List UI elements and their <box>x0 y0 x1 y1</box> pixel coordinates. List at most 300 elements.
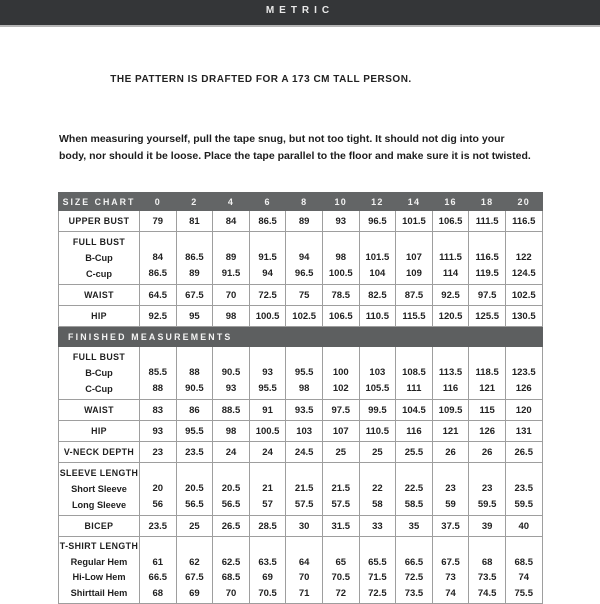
subrow-label: Shirttail Hem <box>70 587 128 598</box>
measurement-value: 124.5 <box>511 268 536 279</box>
table-row <box>59 516 543 537</box>
size-column-header: 8 <box>286 193 323 211</box>
spacer-line <box>286 539 322 555</box>
measurement-value: 72.5 <box>249 285 286 306</box>
measurement-value: 130.5 <box>505 306 542 327</box>
measurement-value: 103 <box>369 367 386 378</box>
measurement-value: 23 <box>481 483 493 494</box>
table-row <box>59 285 543 306</box>
measurement-value: 20.5 <box>185 483 204 494</box>
measurement-value: 26.5 <box>505 442 542 463</box>
finished-measurements-label: FINISHED MEASUREMENTS <box>59 327 543 347</box>
measurement-value: 131 <box>505 421 542 442</box>
group-value-cell <box>505 463 542 516</box>
measurement-value: 95 <box>176 306 213 327</box>
group-value-cell <box>249 347 286 400</box>
measurement-value: 96.5 <box>294 268 314 279</box>
measurement-value: 92.5 <box>140 306 177 327</box>
table-row <box>59 400 543 421</box>
row-label: UPPER BUST <box>59 211 140 232</box>
spacer-line <box>506 349 542 365</box>
spacer-line <box>323 349 359 365</box>
group-value-cell <box>359 347 396 400</box>
spacer-line <box>396 234 432 250</box>
measurement-value: 92.5 <box>432 285 469 306</box>
measurement-value: 23.5 <box>176 442 213 463</box>
measurement-value: 91.5 <box>258 252 277 263</box>
measuring-instructions: When measuring yourself, pull the tape snug, but not too tight. It should not dig into your body, nor should it be loose. Place the tape parallel to the floor and make sure it is not twisted. <box>59 133 531 162</box>
finished-measurements-section-row <box>59 327 543 347</box>
measurement-value: 65 <box>335 556 347 568</box>
group-value-cell <box>322 463 359 516</box>
group-title: FULL BUST <box>72 352 126 362</box>
group-value-cell <box>176 347 213 400</box>
group-label-cell <box>59 463 140 516</box>
measurement-value: 58 <box>372 499 383 510</box>
measurement-value: 26.5 <box>213 516 250 537</box>
size-column-header: 6 <box>249 193 286 211</box>
measurement-value: 59.5 <box>514 499 533 510</box>
group-value-cell <box>359 232 396 285</box>
spacer-line <box>177 539 213 555</box>
measurement-value: 88 <box>152 383 164 394</box>
measurement-value: 98 <box>213 306 250 327</box>
spacer-line <box>433 539 469 555</box>
subrow-label: B-Cup <box>85 368 113 378</box>
group-value-cell <box>505 232 542 285</box>
subrow-label: C-Cup <box>85 384 113 394</box>
group-value-cell <box>176 232 213 285</box>
measurement-value: 71 <box>298 587 310 599</box>
measurement-value: 62.5 <box>221 556 241 568</box>
measurement-value: 64.5 <box>140 285 177 306</box>
measurement-value: 107 <box>406 252 422 263</box>
size-column-header: 20 <box>505 193 542 211</box>
measurement-value: 88.5 <box>213 400 250 421</box>
measurement-value: 88 <box>189 367 200 378</box>
subrow-label: Long Sleeve <box>71 500 127 510</box>
measurement-value: 74.5 <box>477 587 497 599</box>
group-value-cell <box>432 232 469 285</box>
measurement-value: 102 <box>332 383 349 394</box>
group-value-cell <box>286 537 323 604</box>
subrow-label: Short Sleeve <box>71 484 127 494</box>
group-value-cell <box>396 463 433 516</box>
measurement-value: 91 <box>249 400 286 421</box>
table-row <box>59 421 543 442</box>
measurement-value: 65.5 <box>368 556 387 568</box>
group-value-cell <box>469 463 506 516</box>
measurement-value: 104 <box>369 268 386 279</box>
measurement-value: 72.5 <box>404 572 424 583</box>
spacer-line <box>213 465 249 481</box>
measurement-value: 100.5 <box>249 306 286 327</box>
measurement-value: 74 <box>518 572 530 583</box>
measurement-value: 95.5 <box>294 367 314 378</box>
group-value-cell <box>322 537 359 604</box>
measurement-value: 39 <box>469 516 506 537</box>
measurement-value: 110.5 <box>359 421 396 442</box>
group-value-cell <box>469 347 506 400</box>
measurement-value: 126 <box>515 383 532 394</box>
group-value-cell <box>322 347 359 400</box>
measurement-value: 125.5 <box>469 306 506 327</box>
spacer-line <box>360 539 396 555</box>
measurement-value: 67.5 <box>185 572 204 583</box>
size-column-header: 14 <box>396 193 433 211</box>
spacer-line <box>506 234 542 250</box>
measurement-value: 121 <box>479 383 496 394</box>
measurement-value: 56 <box>152 499 164 510</box>
measurement-value: 73.5 <box>404 587 424 599</box>
measurement-value: 70.5 <box>331 572 351 583</box>
measurement-value: 91.5 <box>221 268 241 279</box>
spacer-line <box>140 465 176 481</box>
group-title: FULL BUST <box>72 237 126 247</box>
subrow-label: Regular Hem <box>70 556 128 567</box>
measurement-value: 107 <box>322 421 359 442</box>
measurement-value: 23 <box>445 483 456 494</box>
measurement-value: 66.5 <box>148 572 168 583</box>
spacer-line <box>286 349 322 365</box>
measurement-value: 20 <box>152 483 164 494</box>
measurement-value: 25.5 <box>396 442 433 463</box>
table-row <box>59 306 543 327</box>
group-value-cell <box>176 463 213 516</box>
measurement-value: 126 <box>469 421 506 442</box>
measurement-value: 85.5 <box>148 367 168 378</box>
measurement-value: 57 <box>262 499 273 510</box>
group-value-cell <box>432 347 469 400</box>
measurement-value: 37.5 <box>432 516 469 537</box>
measurement-value: 119.5 <box>475 268 499 279</box>
measurement-value: 69 <box>262 572 273 583</box>
size-column-header: 2 <box>176 193 213 211</box>
measurement-value: 21.5 <box>331 483 351 494</box>
measurement-value: 97.5 <box>322 400 359 421</box>
measurement-value: 86.5 <box>185 252 204 263</box>
measurement-value: 116.5 <box>475 252 499 263</box>
measurement-value: 94 <box>298 252 310 263</box>
measurement-value: 74 <box>445 587 456 599</box>
measurement-value: 25 <box>359 442 396 463</box>
spacer-line <box>506 539 542 555</box>
measurement-value: 93 <box>262 367 273 378</box>
measurement-value: 21 <box>262 483 273 494</box>
group-label-cell <box>59 537 140 604</box>
measurement-value: 111.5 <box>439 252 462 263</box>
measurement-value: 98 <box>335 252 347 263</box>
measurement-value: 101.5 <box>365 252 390 263</box>
group-value-cell <box>286 232 323 285</box>
group-value-cell <box>213 232 250 285</box>
measurement-value: 71.5 <box>368 572 387 583</box>
measurement-value: 25 <box>322 442 359 463</box>
measurement-value: 33 <box>359 516 396 537</box>
measurement-value: 115.5 <box>396 306 433 327</box>
measurement-value: 24 <box>249 442 286 463</box>
measurement-value: 75.5 <box>514 587 533 599</box>
group-value-cell <box>469 537 506 604</box>
measurement-value: 98 <box>213 421 250 442</box>
spacer-line <box>250 539 286 555</box>
spacer-line <box>360 465 396 481</box>
drafted-note-wrap <box>0 69 600 87</box>
measurement-value: 122 <box>515 252 532 263</box>
measurement-value: 70 <box>213 285 250 306</box>
spacer-line <box>213 539 249 555</box>
size-chart-label: SIZE CHART <box>59 193 140 211</box>
measurement-value: 101.5 <box>396 211 433 232</box>
group-value-cell <box>505 347 542 400</box>
table-group-row <box>59 463 543 516</box>
measurement-value: 63.5 <box>258 556 277 568</box>
spacer-line <box>433 349 469 365</box>
measurement-value: 109 <box>406 268 422 279</box>
group-title: SLEEVE LENGTH <box>59 468 139 478</box>
measurement-value: 89 <box>286 211 323 232</box>
measurement-value: 116.5 <box>505 211 542 232</box>
drafted-note: THE PATTERN IS DRAFTED FOR A 173 CM TALL PERSON. <box>110 74 412 85</box>
group-value-cell <box>140 232 177 285</box>
table-row <box>59 211 543 232</box>
measurement-value: 82.5 <box>359 285 396 306</box>
group-value-cell <box>396 232 433 285</box>
measurement-value: 100.5 <box>249 421 286 442</box>
measurement-value: 86.5 <box>148 268 168 279</box>
measurement-value: 23.5 <box>140 516 177 537</box>
measurement-value: 70 <box>298 572 310 583</box>
row-label: WAIST <box>59 285 140 306</box>
measurement-value: 120 <box>505 400 542 421</box>
measurement-value: 64 <box>298 556 310 568</box>
measurement-value: 56.5 <box>185 499 204 510</box>
measurement-value: 94 <box>262 268 273 279</box>
size-column-header: 18 <box>469 193 506 211</box>
group-value-cell <box>432 463 469 516</box>
measurement-value: 40 <box>505 516 542 537</box>
measurement-value: 93 <box>322 211 359 232</box>
subrow-label: C-cup <box>85 269 113 279</box>
measurement-value: 121 <box>432 421 469 442</box>
measurement-value: 23.5 <box>514 483 533 494</box>
size-column-header: 0 <box>140 193 177 211</box>
measurement-value: 104.5 <box>396 400 433 421</box>
measurement-value: 26 <box>469 442 506 463</box>
subrow-label: Hi-Low Hem <box>72 572 126 582</box>
group-value-cell <box>140 347 177 400</box>
group-value-cell <box>249 463 286 516</box>
measurement-value: 22 <box>372 483 383 494</box>
measurement-value: 72 <box>335 587 347 599</box>
group-value-cell <box>140 463 177 516</box>
measurement-value: 102.5 <box>286 306 323 327</box>
measurement-value: 96.5 <box>359 211 396 232</box>
spacer-line <box>506 465 542 481</box>
group-value-cell <box>359 463 396 516</box>
measurement-value: 87.5 <box>396 285 433 306</box>
metric-title: METRIC <box>265 5 335 16</box>
spacer-line <box>396 465 432 481</box>
measurement-value: 68 <box>152 587 164 599</box>
measurement-value: 68.5 <box>514 556 533 568</box>
spacer-line <box>433 465 469 481</box>
group-label-cell <box>59 232 140 285</box>
measurement-value: 100 <box>332 367 349 378</box>
measurement-value: 102.5 <box>505 285 542 306</box>
measurement-value: 68 <box>481 556 493 568</box>
measurement-value: 73 <box>445 572 456 583</box>
spacer-line <box>213 234 249 250</box>
measurement-value: 81 <box>176 211 213 232</box>
measurement-value: 86 <box>176 400 213 421</box>
size-column-header: 10 <box>322 193 359 211</box>
measurement-value: 67.5 <box>176 285 213 306</box>
measurement-value: 59 <box>445 499 456 510</box>
spacer-line <box>250 234 286 250</box>
measurement-value: 90.5 <box>185 383 204 394</box>
spacer-line <box>469 539 505 555</box>
table-group-row <box>59 537 543 604</box>
spacer-line <box>140 234 176 250</box>
spacer-line <box>469 234 505 250</box>
group-value-cell <box>213 463 250 516</box>
measurement-value: 72.5 <box>368 587 387 599</box>
spacer-line <box>360 349 396 365</box>
row-label: HIP <box>59 421 140 442</box>
measurement-value: 84 <box>152 252 164 263</box>
group-value-cell <box>213 537 250 604</box>
measurement-value: 114 <box>442 268 459 279</box>
measurement-value: 95.5 <box>258 383 277 394</box>
measurement-value: 97.5 <box>469 285 506 306</box>
measurement-value: 56.5 <box>221 499 241 510</box>
measurement-value: 100.5 <box>328 268 353 279</box>
group-value-cell <box>140 537 177 604</box>
measurement-value: 70.5 <box>258 587 277 599</box>
measurement-value: 22.5 <box>404 483 424 494</box>
row-label: BICEP <box>59 516 140 537</box>
metric-header-bar <box>0 0 600 27</box>
measurement-value: 59.5 <box>477 499 497 510</box>
group-value-cell <box>286 347 323 400</box>
measurement-value: 116 <box>396 421 433 442</box>
spacer-line <box>396 539 432 555</box>
row-label: WAIST <box>59 400 140 421</box>
group-value-cell <box>359 537 396 604</box>
measurement-value: 57.5 <box>294 499 314 510</box>
spacer-line <box>177 234 213 250</box>
size-column-header: 16 <box>432 193 469 211</box>
group-value-cell <box>176 537 213 604</box>
measurement-value: 24 <box>213 442 250 463</box>
measurement-value: 84 <box>213 211 250 232</box>
measurement-value: 67.5 <box>441 556 460 568</box>
spacer-line <box>140 539 176 555</box>
measurement-value: 99.5 <box>359 400 396 421</box>
subrow-label: B-Cup <box>85 253 113 263</box>
measurement-value: 70 <box>225 587 237 599</box>
measurement-value: 66.5 <box>404 556 424 568</box>
spacer-line <box>323 539 359 555</box>
measurement-value: 31.5 <box>322 516 359 537</box>
measurement-value: 110.5 <box>359 306 396 327</box>
spacer-line <box>213 349 249 365</box>
spacer-line <box>177 465 213 481</box>
measurement-value: 21.5 <box>294 483 314 494</box>
measurement-value: 75 <box>286 285 323 306</box>
measurement-value: 89 <box>225 252 237 263</box>
measurement-value: 116 <box>442 383 459 394</box>
measurement-value: 58.5 <box>404 499 424 510</box>
size-chart-header-row <box>59 193 543 211</box>
measurement-value: 26 <box>432 442 469 463</box>
size-column-header: 12 <box>359 193 396 211</box>
group-value-cell <box>213 347 250 400</box>
group-value-cell <box>286 463 323 516</box>
group-value-cell <box>469 232 506 285</box>
measurement-value: 113.5 <box>438 367 463 378</box>
measurement-value: 106.5 <box>432 211 469 232</box>
measurement-value: 62 <box>189 556 200 568</box>
measurement-value: 95.5 <box>176 421 213 442</box>
group-value-cell <box>396 537 433 604</box>
measurement-value: 78.5 <box>322 285 359 306</box>
measurement-value: 93 <box>225 383 237 394</box>
spacer-line <box>469 465 505 481</box>
measurement-value: 69 <box>189 587 200 599</box>
measurement-value: 73.5 <box>477 572 497 583</box>
measurement-value: 61 <box>152 556 164 568</box>
spacer-line <box>286 465 322 481</box>
spacer-line <box>433 234 469 250</box>
measurement-value: 103 <box>286 421 323 442</box>
measurement-value: 68.5 <box>221 572 241 583</box>
size-column-header: 4 <box>213 193 250 211</box>
spacer-line <box>323 465 359 481</box>
measurement-value: 90.5 <box>221 367 241 378</box>
spacer-line <box>140 349 176 365</box>
spacer-line <box>250 465 286 481</box>
measurement-value: 108.5 <box>402 367 426 378</box>
measurement-value: 106.5 <box>322 306 359 327</box>
spacer-line <box>286 234 322 250</box>
measurement-value: 30 <box>286 516 323 537</box>
measurement-value: 105.5 <box>365 383 390 394</box>
measurement-value: 93.5 <box>286 400 323 421</box>
measurement-value: 83 <box>140 400 177 421</box>
measurement-value: 120.5 <box>432 306 469 327</box>
measurement-value: 57.5 <box>331 499 351 510</box>
spacer-line <box>177 349 213 365</box>
measurement-value: 98 <box>298 383 310 394</box>
measurement-value: 109.5 <box>432 400 469 421</box>
group-label-cell <box>59 347 140 400</box>
spacer-line <box>323 234 359 250</box>
spacer-line <box>250 349 286 365</box>
group-value-cell <box>249 537 286 604</box>
measurement-value: 123.5 <box>511 367 536 378</box>
group-value-cell <box>432 537 469 604</box>
row-label: HIP <box>59 306 140 327</box>
measurement-value: 89 <box>189 268 200 279</box>
group-title: T-SHIRT LENGTH <box>59 541 139 551</box>
measurement-value: 79 <box>140 211 177 232</box>
measurement-value: 111.5 <box>469 211 506 232</box>
group-value-cell <box>505 537 542 604</box>
group-value-cell <box>396 347 433 400</box>
measurement-value: 23 <box>140 442 177 463</box>
